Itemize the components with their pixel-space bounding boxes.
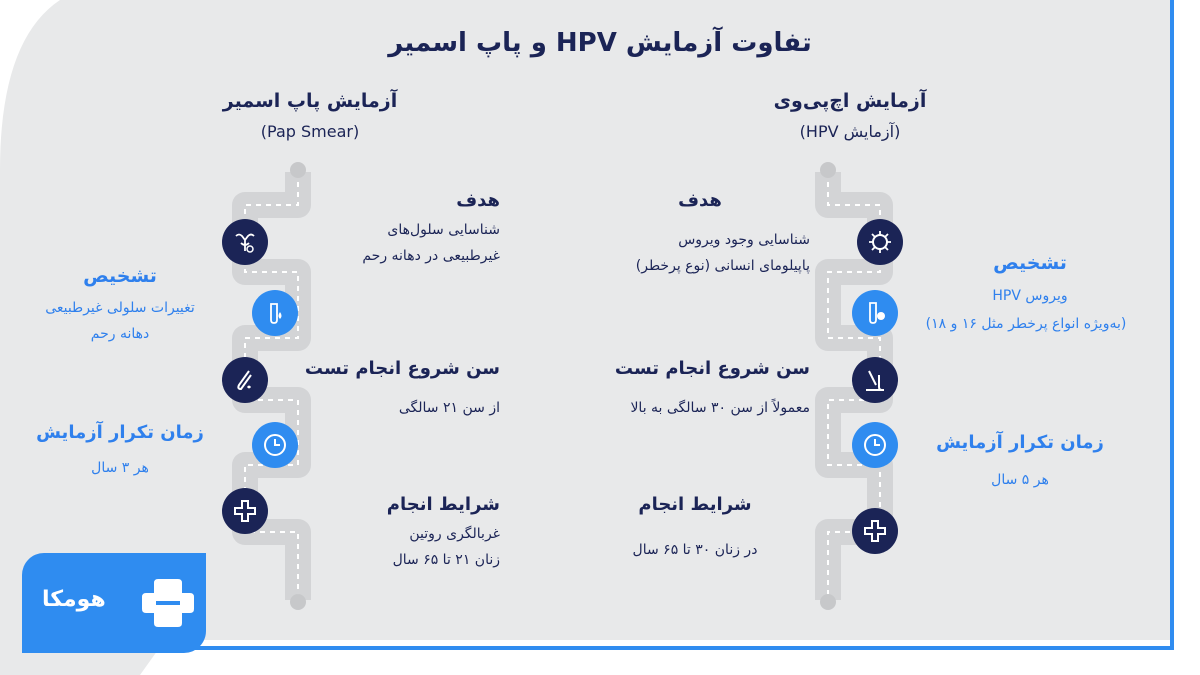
pap-goal-line1: شناسایی سلول‌های <box>387 222 500 238</box>
road-end-left <box>290 594 306 610</box>
uterus-icon <box>222 219 268 265</box>
sample-tube-icon <box>852 357 898 403</box>
hpv-repeat-value: هر ۵ سال <box>991 472 1049 488</box>
pap-diagnosis-title: تشخیص <box>83 265 157 287</box>
pap-conditions-title: شرایط انجام <box>386 494 500 515</box>
pap-repeat-value: هر ۳ سال <box>91 460 149 476</box>
test-tube-icon <box>222 357 268 403</box>
hpv-heading: آزمایش اچ‌پی‌وی <box>773 90 927 112</box>
pap-start-age-value: از سن ۲۱ سالگی <box>398 400 500 416</box>
hpv-goal-line2: پاپیلومای انسانی (نوع پرخطر) <box>635 258 810 274</box>
homeka-logo <box>22 553 206 653</box>
hpv-subheading: (آزمایش HPV) <box>799 122 901 141</box>
pap-diagnosis-line1: تغییرات سلولی غیرطبیعی <box>45 300 195 316</box>
virus-icon <box>857 219 903 265</box>
pap-repeat-title: زمان تکرار آزمایش <box>36 422 204 443</box>
hpv-conditions-value: در زنان ۳۰ تا ۶۵ سال <box>632 542 758 558</box>
test-tube-drop-icon <box>252 290 298 336</box>
timer-icon <box>252 422 298 468</box>
road-end-right <box>820 594 836 610</box>
pap-start-age-title: سن شروع انجام تست <box>304 358 500 379</box>
medical-cross-icon <box>222 488 268 534</box>
logo-text: هومکا <box>42 587 106 612</box>
logo-cross-icon <box>140 575 196 631</box>
hpv-diagnosis-line1: ویروس HPV <box>992 288 1068 304</box>
hpv-diagnosis-title: تشخیص <box>993 252 1067 274</box>
road-start-right <box>820 162 836 178</box>
road-start-left <box>290 162 306 178</box>
page-title: تفاوت آزمایش HPV و پاپ اسمیر <box>388 28 812 58</box>
hpv-conditions-title: شرایط انجام <box>638 494 752 515</box>
pap-diagnosis-line2: دهانه رحم <box>90 326 150 342</box>
hpv-goal-title: هدف <box>678 190 722 211</box>
pap-goal-line2: غیرطبیعی در دهانه رحم <box>362 248 500 264</box>
timer-icon-right <box>852 422 898 468</box>
medical-cross-icon-right <box>852 508 898 554</box>
hpv-start-age-title: سن شروع انجام تست <box>614 358 810 379</box>
hpv-start-age-value: معمولاً از سن ۳۰ سالگی به بالا <box>630 400 810 416</box>
pap-conditions-line2: زنان ۲۱ تا ۶۵ سال <box>392 552 500 568</box>
pap-conditions-line1: غربالگری روتین <box>409 526 500 542</box>
hpv-diagnosis-line2: (به‌ویژه انواع پرخطر مثل ۱۶ و ۱۸) <box>925 316 1127 332</box>
hpv-goal-line1: شناسایی وجود ویروس <box>678 232 810 248</box>
test-tube-virus-icon <box>852 290 898 336</box>
pap-goal-title: هدف <box>456 190 500 211</box>
pap-subheading: (Pap Smear) <box>260 122 360 141</box>
pap-heading: آزمایش پاپ اسمیر <box>222 90 398 112</box>
hpv-repeat-title: زمان تکرار آزمایش <box>936 432 1104 453</box>
